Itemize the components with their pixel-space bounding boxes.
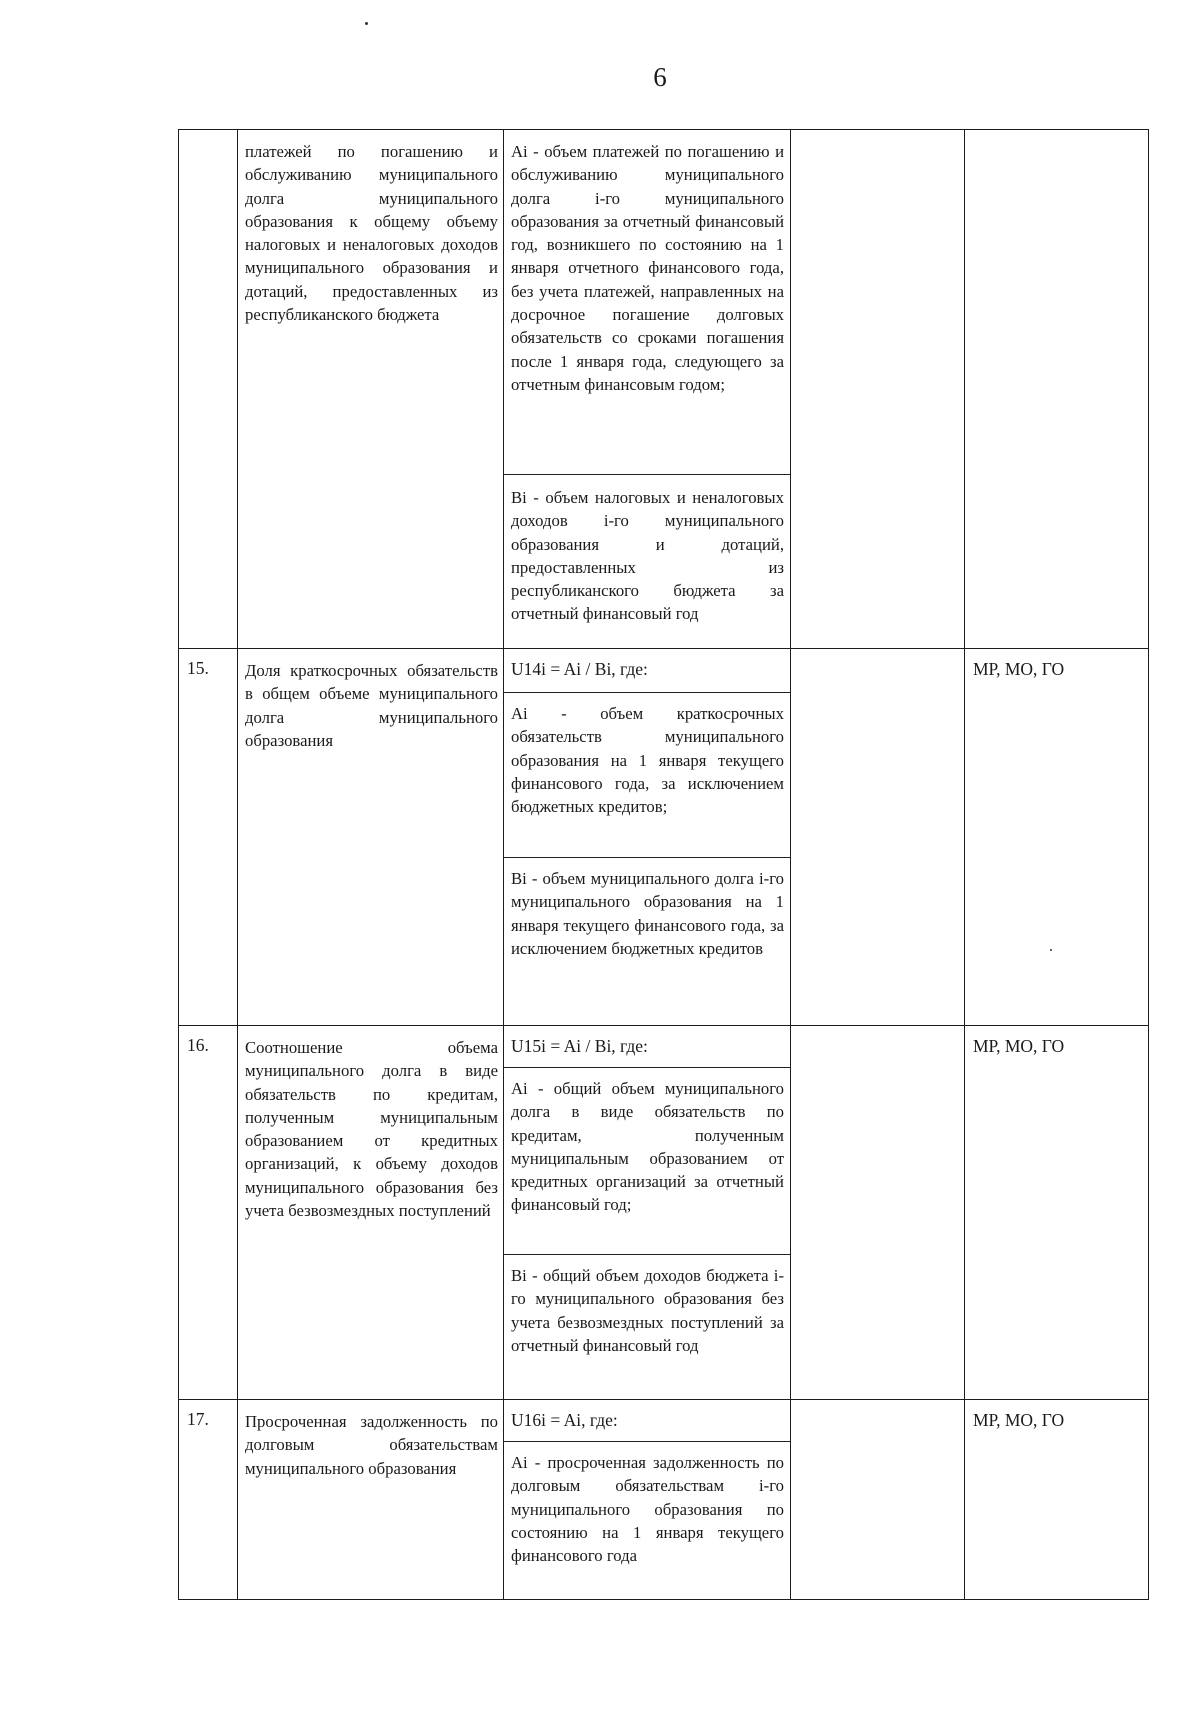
calculation-cell [504, 130, 791, 649]
term-b: Bi - объем муниципального долга i-го муниципального образования на 1 января текущего финансового года, за исключением бюджетных кредитов [511, 869, 784, 958]
table-row [179, 1400, 1149, 1600]
table-row [179, 130, 1149, 649]
row-number: 16. [179, 1026, 238, 1400]
indicator-name [238, 1400, 504, 1600]
formula: U14i = Ai / Bi, где: [504, 649, 790, 693]
empty-cell [791, 1400, 965, 1600]
calculation-cell [504, 1400, 791, 1600]
indicator-name [238, 1026, 504, 1400]
table-row [179, 649, 1149, 1026]
mo-type [965, 130, 1149, 649]
calculation-cell [504, 1026, 791, 1400]
row-number: 17. [179, 1400, 238, 1600]
calculation-cell [504, 649, 791, 1026]
formula: U16i = Ai, где: [504, 1400, 790, 1442]
term-a: Ai - объем платежей по погашению и обслуживанию муниципального долга i-го муниципального образования за отчетный финансовый год, возникшего по состоянию на 1 января отчетного финансового года, без учета платежей, направленных на досрочное погашение долговых обязательств со сроками погашения после 1 января года, следующего за отчетным финансовым годом; [504, 130, 790, 475]
indicator-name [238, 649, 504, 1026]
indicator-name-text: платежей по погашению и обслуживанию муниципального долга муниципального образования к общему объему налоговых и неналоговых доходов муниципального образования и дотаций, предоставленных из республиканского бюджета [245, 142, 498, 325]
empty-cell [791, 130, 965, 649]
page-number: 6 [653, 62, 667, 92]
term-a: Ai - общий объем муниципального долга в виде обязательств по кредитам, полученным муниципальным образованием от кредитных организаций за отчетный финансовый год; [504, 1068, 790, 1255]
mo-type: МР, МО, ГО [965, 649, 1149, 1026]
term-b: Bi - общий объем доходов бюджета i-го муниципального образования без учета безвозмездных поступлений за отчетный финансовый год [511, 1266, 784, 1355]
row-number: 15. [179, 649, 238, 1026]
formula: U15i = Ai / Bi, где: [504, 1026, 790, 1068]
empty-cell [791, 1026, 965, 1400]
term-a: Ai - объем краткосрочных обязательств муниципального образования на 1 января текущего финансового года, за исключением бюджетных кредитов; [504, 693, 790, 858]
term-a: Ai - просроченная задолженность по долговым обязательствам i-го муниципального образования по состоянию на 1 января текущего финансового года [511, 1453, 784, 1566]
indicator-name [238, 130, 504, 649]
indicator-name-text: Соотношение объема муниципального долга в виде обязательств по кредитам, полученным муниципальным образованием от кредитных организаций, к объему доходов муниципального образования без учета безвозмездных поступлений [245, 1038, 498, 1221]
table-row [179, 1026, 1149, 1400]
indicator-name-text: Просроченная задолженность по долговым обязательствам муниципального образования [245, 1412, 498, 1478]
mo-type: МР, МО, ГО [965, 1400, 1149, 1600]
scan-speck [365, 22, 368, 25]
empty-cell [791, 649, 965, 1026]
indicator-name-text: Доля краткосрочных обязательств в общем объеме муниципального долга муниципального образования [245, 661, 498, 750]
row-number [179, 130, 238, 649]
term-b: Bi - объем налоговых и неналоговых доходов i-го муниципального образования и дотаций, предоставленных из республиканского бюджета за отчетный финансовый год [511, 488, 784, 624]
indicators-table [178, 129, 1149, 1600]
mo-type: МР, МО, ГО [965, 1026, 1149, 1400]
